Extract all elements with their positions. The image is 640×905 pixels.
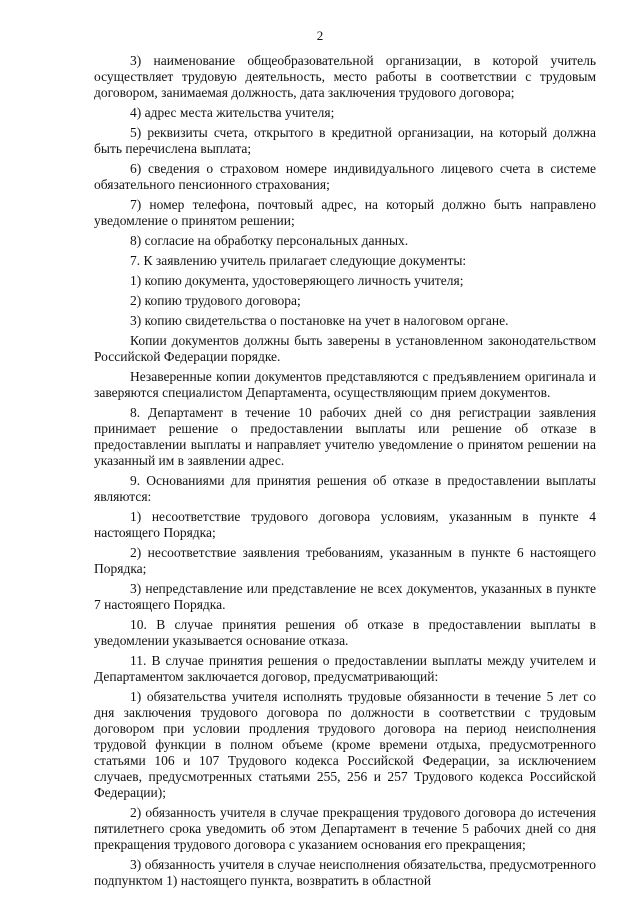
document-body — [94, 53, 596, 889]
paragraph: 11. В случае принятия решения о предоставлении выплаты между учителем и Департаментом заключается договор, предусматривающий: — [94, 653, 596, 684]
paragraph: 8) согласие на обработку персональных данных. — [130, 233, 409, 248]
paragraph: 5) реквизиты счета, открытого в кредитной организации, на который должна быть перечислена выплата; — [94, 125, 596, 156]
paragraph: 2) несоответствие заявления требованиям, указанным в пункте 6 настоящего Порядка; — [94, 545, 596, 576]
paragraph: 3) обязанность учителя в случае неисполнения обязательства, предусмотренного подпунктом 1) настоящего пункта, возвратить в областной — [94, 857, 596, 888]
paragraph: 4) адрес места жительства учителя; — [130, 105, 335, 120]
paragraph: 3) копию свидетельства о постановке на учет в налоговом органе. — [130, 313, 509, 328]
paragraph: Незаверенные копии документов представляются с предъявлением оригинала и заверяются специалистом Департамента, осуществляющим прием документов. — [94, 369, 596, 400]
paragraph: Копии документов должны быть заверены в установленном законодательством Российской Федерации порядке. — [94, 333, 596, 364]
paragraph: 1) несоответствие трудового договора условиям, указанным в пункте 4 настоящего Порядка; — [94, 509, 596, 540]
paragraph: 2) копию трудового договора; — [130, 293, 301, 308]
paragraph: 8. Департамент в течение 10 рабочих дней со дня регистрации заявления принимает решение о предоставлении выплаты или решение об отказе в предоставлении выплаты и направляет учителю уведомление о принятом решении на указанный им в заявлении адрес. — [94, 405, 596, 468]
paragraph: 1) копию документа, удостоверяющего личность учителя; — [130, 273, 464, 288]
paragraph: 7. К заявлению учитель прилагает следующие документы: — [130, 253, 467, 268]
paragraph: 1) обязательства учителя исполнять трудовые обязанности в течение 5 лет со дня заключения трудового договора по должности в соответствии с трудовым договором при условии продления трудового договора на период неисполнения трудовой функции в полном объеме (кроме времени отдыха, предусмотренного статьями 106 и 107 Трудового кодекса Российской Федерации, за исключением случаев, предусмотренных статьями 255, 256 и 257 Трудового кодекса Российской Федерации); — [94, 689, 596, 800]
paragraph: 10. В случае принятия решения об отказе в предоставлении выплаты в уведомлении указывается основание отказа. — [94, 617, 596, 648]
paragraph: 6) сведения о страховом номере индивидуального лицевого счета в системе обязательного пенсионного страхования; — [94, 161, 596, 192]
paragraph: 3) непредставление или представление не всех документов, указанных в пункте 7 настоящего Порядка. — [94, 581, 596, 612]
page-number: 2 — [316, 28, 324, 43]
paragraph: 9. Основаниями для принятия решения об отказе в предоставлении выплаты являются: — [94, 473, 596, 504]
paragraph: 7) номер телефона, почтовый адрес, на который должно быть направлено уведомление о принятом решении; — [94, 197, 596, 228]
paragraph: 2) обязанность учителя в случае прекращения трудового договора до истечения пятилетнего срока уведомить об этом Департамент в течение 5 рабочих дней со дня прекращения трудового договора с указанием основания его прекращения; — [94, 805, 596, 852]
paragraph: 3) наименование общеобразовательной организации, в которой учитель осуществляет трудовую деятельность, место работы в соответствии с трудовым договором, занимаемая должность, дата заключения трудового договора; — [94, 53, 596, 100]
